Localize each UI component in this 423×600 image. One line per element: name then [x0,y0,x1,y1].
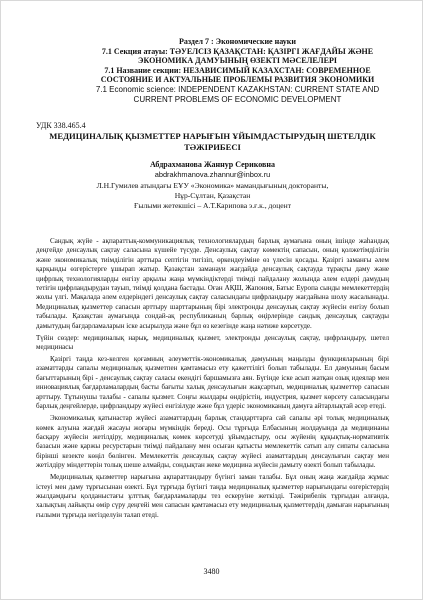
abstract-paragraph: Сандық жүйе - ақпараттық-коммуникациялық технологиялардың барлық аумағына оның ішінде жаһандық деңгейде денсаулық сақтау саласына күшейе түсуде. Денсаулық сақтау көмектің сапасын, оның қолжетімділігін және экономикалық тиімділігін арттыра септігін тигізіп, өркендеуіміне өз үлесін қосады. Қазіргі заманғы әлем қарқынды өзгерістерге ұшырап жатыр. Қазақстан заманауи жағдайда денсаулық сақтауда тұрақты даму және цифрлық технологияларды енгізу арқылы жаңа мүмкіндіктерді тиімді пайдалану жолында әлем елдері дамудың тетігін цифрландырудан тауып, тиімді қолдана бастады. Оған АҚШ, Жапония, Батыс Еуропа сынды мемлекеттердің жолы үлгі. Мақалада әлем елдеріндегі денсаулық сақтау саласындағы цифрландыру жағдайына шолу жасалынады. Медициналық қызметтер сапасын арттыру шарттарының бірі электронды денсаулық сақтау жүйесін енгізу болып табылады. Қазақстан аумағында сондай-ақ республиканың барлық өңірлерінде сандық денсаулық сақтауды дамытудың бағдарламаларын іске асырылуда және бұл өз кезегінде жаңа нәтиже көрсетуде. [36,237,389,330]
ru-section-title: 7.1 Название секции: НЕЗАВИСИМЫЙ КАЗАХСТАН: СОВРЕМЕННОЕ [104,65,371,75]
page-number: 3480 [203,567,220,576]
author-affiliation: Л.Н.Гумилев атындағы ЕҰУ «Экономика» мамандығының докторанты, [96,180,329,190]
body-paragraph-2: Экономикалық қатынастар жүйесі азаматтардың барлық стандарттарға сай сапалы әрі толық медициналық көмек алуына жағдай жасауы жоғары мүмкіндік береді. Осы тұрғыда Елбасының жолдауында да медицинаны басқару жүйесін жетілдіру, медициналық көмек көрсетуді ұйымдастыру, осы жүйенің құқықтық-нормативтік базасын және қаржы ресурстарын тиімді пайдалану мен осыған қатысты мемлекеттік сатып алу сипаты саласына бірінші кезекте көңіл бөлінген. Мемлекеттік денсаулық сақтау жүйесі азаматтардың денсаулығын сақтау мен жетілдіру міндеттерін толық шеше алмайды, сондықтан жеке медицина жүйесін дамыту өзекті болып табылады. [36,414,389,470]
author-email: abdrakhmanova.zhannur@inbox.ru [154,170,271,180]
keywords: Түйін сөздер: медициналық нарық, медициналық қызмет, электронды денсаулық сақтау, цифрландыру, шетел медицинасы [36,333,389,352]
section-title: Раздел 7 : Экономические науки [178,37,297,46]
article-body [36,237,389,523]
en-section-title: 7.1 Economic science: INDEPENDENT KAZAKHSTAN: CURRENT STATE AND [95,84,380,94]
article-title-line-2: ТӘЖІРИБЕСІ [184,141,241,152]
body-paragraph-1: Қазіргі таңда кез-келген қоғамның әлеуметтік-экономикалық дамуының маңызды функцияларының бірі азаматтарды сапалы медициналық қызметпен қамтамасыз ету қажеттілігі болып табылады. Ел дамуының басым бағыттарының бірі - денсаулық сақтау саласы екендігі баршамызға аян. Бүгінде іске асып жатқан озық идеялар мен инновациялық бағдарламалардың басты бағыты халық денсаулығын жақсартып, медициналық қызметтер сапасын арттыру. Тұтынушы талабы - сапалы қызмет. Соңғы жылдары өндірістің, индустрия, қызмет көрсету саласындағы барлық деңгейлерде, цифрландыру жүйесі енгізілуде және бұл үдеріс экономиканың дамуға айтарлықтай әсер етеді. [36,355,389,411]
udk-code: УДК 338.465.4 [36,121,86,130]
kz-section-title: 7.1 Секция атауы: ТӘУЕЛСІЗ ҚАЗАҚСТАН: ҚАЗІРГІ ЖАҒДАЙЫ ЖӘНЕ [101,46,374,56]
supervisor: Ғылыми жетекшісі – А.Т.Карипова э.ғ.к., доцент [133,201,292,211]
author-block [36,160,389,211]
author-city: Нұр-Сұлтан, Қазақстан [174,190,251,200]
conference-header [61,37,414,104]
en-section-title-cont: CURRENT PROBLEMS OF ECONOMIC DEVELOPMENT [133,94,342,104]
article-title-line-1: МЕДИЦИНАЛЫҚ ҚЫЗМЕТТЕР НАРЫҒЫН ҰЙЫМДАСТЫРУДЫҢ ШЕТЕЛДІК [49,131,376,141]
article-title [36,131,389,152]
kz-section-title-cont: ЭКОНОМИКА ДАМУЫНЫҢ ӨЗЕКТІ МӘСЕЛЕЛЕРІ [138,56,337,66]
body-paragraph-3: Медициналық қызметтер нарығына ақпараттандыру бүгінгі заман талабы. Бұл оның жаңа жағдайда жұмыс істеуі мен даму тұрғысынан өзекті. Бұл тұрғыда бүгінгі таңда медициналық қызметтер нарығындағы өзгерістердің жылдамдығы қолданыстағы ұлттық бағдарламаларды тез ескеруіне жеткізді. Тәжірибелік тұрғыдан алғанда, халықтың лайықты өмір сүру деңгейі мен сапасын қамтамасыз ету медициналық қызметтердің дамыған нарығының ғылыми тұрғыда негізделуін талап етеді. [36,473,389,519]
author-name: Абдрахманова Жаннур Сериковна [150,160,275,169]
ru-section-title-cont: СОСТОЯНИЕ И АКТУАЛЬНЫЕ ПРОБЛЕМЫ РАЗВИТИЯ ЭКОНОМИКИ [100,75,375,85]
